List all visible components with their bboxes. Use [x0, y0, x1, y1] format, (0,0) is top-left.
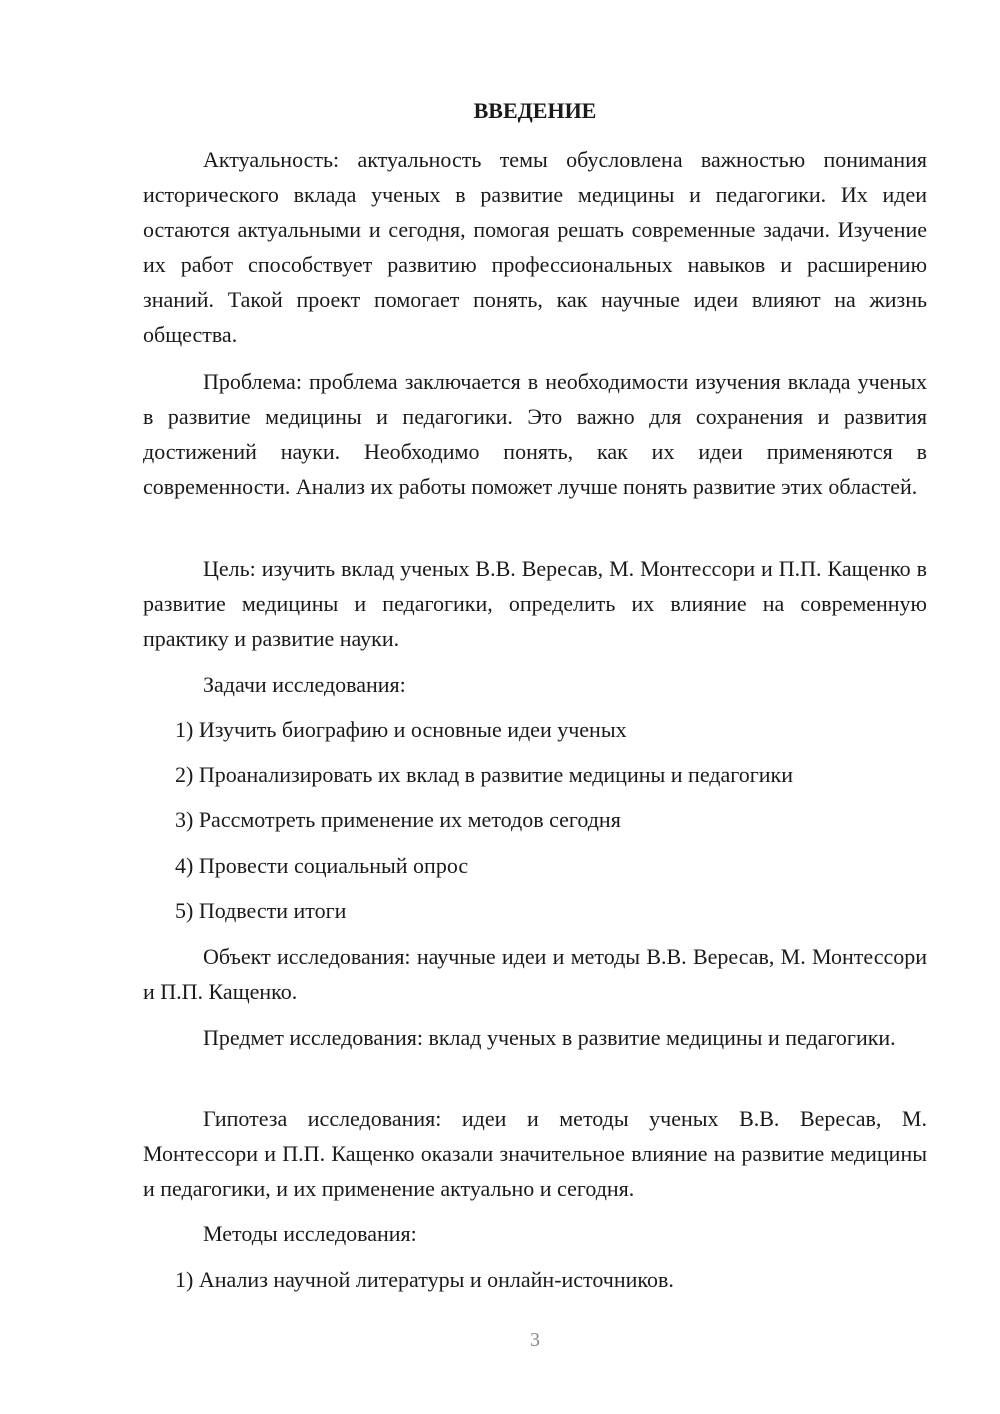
tasks-heading: Задачи исследования: — [203, 672, 406, 697]
task-item: 3) Рассмотреть применение их методов сегодня — [175, 807, 621, 832]
method-item: 1) Анализ научной литературы и онлайн-источников. — [175, 1267, 674, 1292]
hypothesis-paragraph: Гипотеза исследования: идеи и методы ученых В.В. Вересав, М. Монтессори и П.П. Кащенко оказали значительное влияние на развитие медицины и педагогики, и их применение актуально и сегодня. — [143, 1106, 927, 1201]
task-item: 5) Подвести итоги — [175, 898, 347, 923]
page-number: 3 — [530, 1329, 540, 1351]
task-item: 2) Проанализировать их вклад в развитие медицины и педагогики — [175, 762, 793, 787]
page-title: ВВЕДЕНИЕ — [473, 98, 597, 123]
methods-heading: Методы исследования: — [203, 1221, 417, 1246]
subject-paragraph: Предмет исследования: вклад ученых в развитие медицины и педагогики. — [203, 1025, 896, 1050]
problem-paragraph: Проблема: проблема заключается в необходимости изучения вклада ученых в развитие медицины и педагогики. Это важно для сохранения и развития достижений науки. Необходимо понять, как их идеи применяются в современности. Анализ их работы поможет лучше понять развитие этих областей. — [143, 369, 927, 499]
relevance-paragraph: Актуальность: актуальность темы обусловлена важностью понимания исторического вклада ученых в развитие медицины и педагогики. Их идеи остаются актуальными и сегодня, помогая решать современные задачи. Изучение их работ способствует развитию профессиональных навыков и расширению знаний. Такой проект помогает понять, как научные идеи влияют на жизнь общества. — [143, 147, 927, 347]
object-paragraph: Объект исследования: научные идеи и методы В.В. Вересав, М. Монтессори и П.П. Кащенко. — [143, 944, 927, 1004]
task-item: 1) Изучить биографию и основные идеи ученых — [175, 717, 627, 742]
goal-paragraph: Цель: изучить вклад ученых В.В. Вересав, М. Монтессори и П.П. Кащенко в развитие медицины и педагогики, определить их влияние на современную практику и развитие науки. — [143, 556, 927, 651]
task-item: 4) Провести социальный опрос — [175, 853, 469, 878]
